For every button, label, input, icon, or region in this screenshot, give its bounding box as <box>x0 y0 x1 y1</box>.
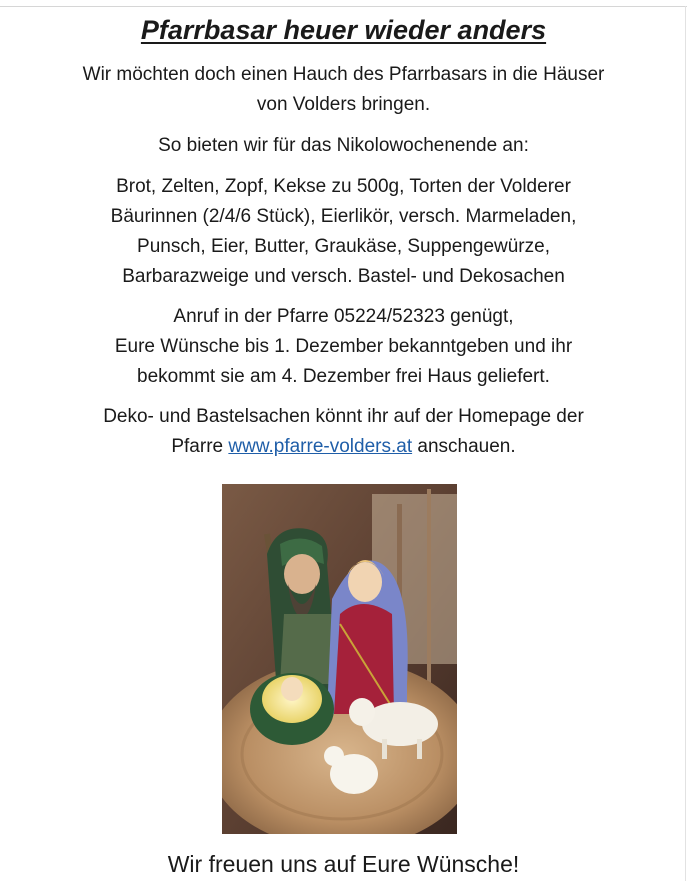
order-line: Anruf in der Pfarre 05224/52323 genügt, <box>173 306 514 327</box>
intro-line: von Volders bringen. <box>256 94 431 115</box>
homepage-prefix: Pfarre <box>171 436 229 457</box>
homepage-line <box>40 432 647 462</box>
page-title: Pfarrbasar heuer wieder anders <box>140 15 547 45</box>
products-line: Brot, Zelten, Zopf, Kekse zu 500g, Torten der Volderer <box>116 176 571 197</box>
intro-paragraph <box>40 60 647 120</box>
closing-line: Wir freuen uns auf Eure Wünsche! <box>167 851 520 877</box>
products-line: Bäurinnen (2/4/6 Stück), Eierlikör, versch. Marmeladen, <box>110 206 577 227</box>
products-paragraph <box>40 172 647 292</box>
page-top-border <box>0 6 687 7</box>
nativity-photo <box>222 484 457 834</box>
order-paragraph <box>40 302 647 392</box>
homepage-line: Deko- und Bastelsachen könnt ihr auf der Homepage der <box>103 406 584 427</box>
homepage-paragraph <box>40 402 647 462</box>
order-line: Eure Wünsche bis 1. Dezember bekanntgeben und ihr <box>114 336 573 357</box>
products-line: Barbarazweige und versch. Bastel- und Dekosachen <box>122 266 565 287</box>
homepage-link[interactable]: www.pfarre-volders.at <box>228 436 413 457</box>
page-right-border <box>685 6 686 881</box>
offer-heading-text: So bieten wir für das Nikolowochenende an: <box>158 135 529 156</box>
intro-line: Wir möchten doch einen Hauch des Pfarrbasars in die Häuser <box>82 64 605 85</box>
offer-heading <box>40 131 647 161</box>
order-line: bekommt sie am 4. Dezember frei Haus geliefert. <box>137 366 550 387</box>
nativity-photo-illustration <box>222 484 457 834</box>
products-line: Punsch, Eier, Butter, Graukäse, Suppengewürze, <box>137 236 550 257</box>
homepage-suffix: anschauen. <box>412 436 516 457</box>
